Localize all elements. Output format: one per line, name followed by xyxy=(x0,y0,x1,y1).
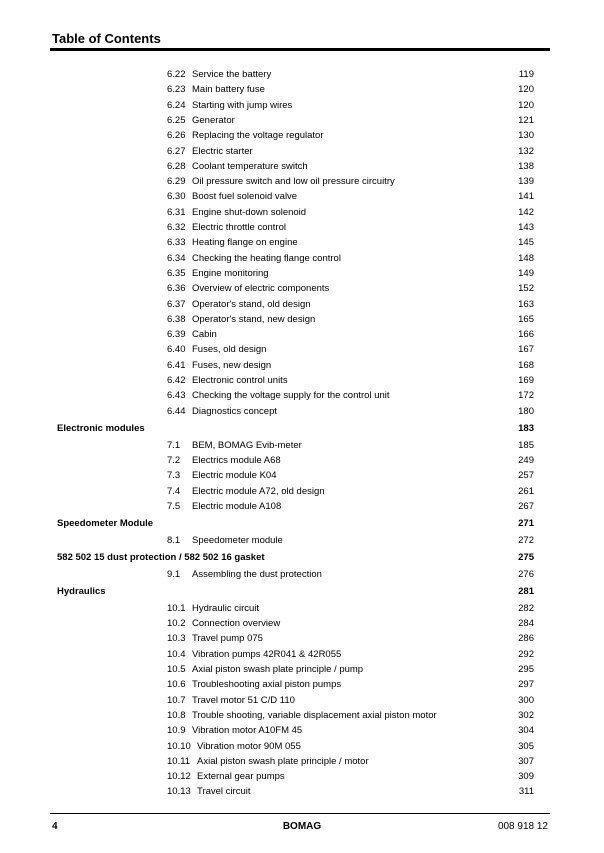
section-page: 284 xyxy=(518,618,534,630)
section-number: 6.24 xyxy=(167,99,186,111)
section-page: 120 xyxy=(518,84,534,96)
section-title: Electric module A108 xyxy=(192,500,282,512)
section-page: 276 xyxy=(518,568,534,580)
section-number: 10.8 xyxy=(167,709,186,721)
chapter-title: 582 502 15 dust protection / 582 502 16 gasket xyxy=(57,551,265,563)
toc-entry[interactable] xyxy=(0,439,604,452)
section-page: 304 xyxy=(518,725,534,737)
toc-entry[interactable] xyxy=(0,485,604,498)
section-page: 292 xyxy=(518,648,534,660)
section-number: 6.43 xyxy=(167,390,186,402)
chapter-page: 183 xyxy=(518,422,534,434)
section-title: Operator's stand, old design xyxy=(192,298,311,310)
section-page: 168 xyxy=(518,359,534,371)
toc-entry[interactable] xyxy=(0,282,604,295)
section-title: Engine monitoring xyxy=(192,267,269,279)
toc-entry[interactable] xyxy=(0,469,604,482)
section-page: 311 xyxy=(518,786,534,798)
section-number: 6.40 xyxy=(167,344,186,356)
section-page: 138 xyxy=(518,160,534,172)
section-number: 6.23 xyxy=(167,84,186,96)
section-title: Connection overview xyxy=(192,618,281,630)
section-number: 6.31 xyxy=(167,206,186,218)
section-number: 7.2 xyxy=(167,454,181,466)
toc-entry[interactable] xyxy=(0,724,604,737)
section-page: 166 xyxy=(518,329,534,341)
section-title: Assembling the dust protection xyxy=(192,568,322,580)
toc-entry[interactable] xyxy=(0,663,604,676)
section-title: Electric module K04 xyxy=(192,470,277,482)
section-page: 165 xyxy=(518,313,534,325)
section-title: Speedometer module xyxy=(192,534,283,546)
toc-entry[interactable] xyxy=(0,298,604,311)
section-number: 10.2 xyxy=(167,618,186,630)
section-title: Boost fuel solenoid valve xyxy=(192,191,298,203)
section-title: Electric module A72, old design xyxy=(192,485,325,497)
section-page: 143 xyxy=(518,222,534,233)
toc-entry[interactable] xyxy=(0,454,604,467)
section-title: Starting with jump wires xyxy=(192,99,293,111)
section-number: 10.11 xyxy=(167,755,191,767)
footer-brand: BOMAG xyxy=(282,821,322,832)
section-title: Trouble shooting, variable displacement axial piston motor xyxy=(192,709,437,721)
section-title: Service the battery xyxy=(192,69,272,80)
section-page: 302 xyxy=(518,709,534,721)
section-number: 7.5 xyxy=(167,500,181,512)
section-title: Engine shut-down solenoid xyxy=(192,206,307,218)
section-title: Electric throttle control xyxy=(192,222,286,233)
chapter-page: 271 xyxy=(518,517,534,529)
section-page: 167 xyxy=(518,344,534,356)
section-title: Troubleshooting axial piston pumps xyxy=(192,679,342,691)
toc-entry[interactable] xyxy=(0,770,604,783)
section-title: Electric starter xyxy=(192,145,253,157)
section-number: 7.4 xyxy=(167,485,181,497)
toc-entry[interactable] xyxy=(0,740,604,753)
section-page: 120 xyxy=(518,99,534,111)
toc-entry[interactable] xyxy=(0,709,604,722)
toc-entry[interactable] xyxy=(0,343,604,356)
section-title: Vibration motor A10FM 45 xyxy=(192,725,303,737)
section-number: 6.27 xyxy=(167,145,186,157)
toc-entry[interactable] xyxy=(0,632,604,645)
section-page: 185 xyxy=(518,439,534,451)
toc-entry[interactable] xyxy=(0,602,604,615)
section-number: 10.5 xyxy=(167,664,186,675)
toc-entry[interactable] xyxy=(0,129,604,142)
toc-entry[interactable] xyxy=(0,206,604,219)
section-title: Replacing the voltage regulator xyxy=(192,130,324,142)
section-number: 6.38 xyxy=(167,313,186,325)
section-number: 8.1 xyxy=(167,534,181,546)
section-title: Diagnostics concept xyxy=(192,405,278,417)
section-number: 10.12 xyxy=(167,771,191,783)
section-number: 6.28 xyxy=(167,160,186,172)
section-page: 149 xyxy=(518,267,534,279)
toc-entry[interactable] xyxy=(0,190,604,203)
section-number: 6.36 xyxy=(167,283,186,295)
section-number: 10.10 xyxy=(167,740,191,752)
section-page: 297 xyxy=(518,679,534,691)
footer-page-number: 4 xyxy=(52,821,58,832)
section-title: Travel motor 51 C/D 110 xyxy=(192,694,295,706)
toc-entry[interactable] xyxy=(0,755,604,768)
toc-entry[interactable] xyxy=(0,648,604,661)
toc-entry[interactable] xyxy=(0,389,604,402)
section-number: 6.37 xyxy=(167,298,186,310)
section-page: 309 xyxy=(518,771,534,783)
section-title: Coolant temperature switch xyxy=(192,160,308,172)
section-page: 267 xyxy=(518,500,534,512)
section-page: 180 xyxy=(518,405,534,417)
section-number: 6.33 xyxy=(167,237,186,249)
title-divider xyxy=(50,48,550,51)
section-number: 6.30 xyxy=(167,191,186,203)
section-title: Electrics module A68 xyxy=(192,454,281,466)
section-number: 10.9 xyxy=(167,725,186,737)
section-title: Operator's stand, new design xyxy=(192,313,316,325)
toc-entry[interactable] xyxy=(0,145,604,158)
section-page: 139 xyxy=(518,176,534,188)
section-page: 286 xyxy=(518,633,534,645)
section-page: 295 xyxy=(518,664,534,675)
section-title: External gear pumps xyxy=(197,771,285,783)
section-number: 6.42 xyxy=(167,375,186,386)
section-page: 261 xyxy=(518,485,534,497)
section-page: 249 xyxy=(518,454,534,466)
section-page: 145 xyxy=(518,237,534,249)
section-title: Heating flange on engine xyxy=(192,237,298,249)
section-number: 6.26 xyxy=(167,130,186,142)
section-title: Cabin xyxy=(192,329,217,341)
toc-entry[interactable] xyxy=(0,221,604,234)
section-number: 9.1 xyxy=(167,568,181,580)
toc-entry[interactable] xyxy=(0,534,604,547)
toc-entry[interactable] xyxy=(0,405,604,418)
section-page: 172 xyxy=(518,390,534,402)
section-title: Axial piston swash plate principle / pump xyxy=(192,664,364,675)
section-number: 10.1 xyxy=(167,602,186,614)
section-title: Checking the heating flange control xyxy=(192,252,341,264)
section-title: Travel circuit xyxy=(197,786,251,798)
section-title: Axial piston swash plate principle / motor xyxy=(197,755,369,767)
section-page: 148 xyxy=(518,252,534,264)
section-title: Generator xyxy=(192,114,235,126)
page-title: Table of Contents xyxy=(52,31,161,46)
section-number: 10.3 xyxy=(167,633,186,645)
chapter-page: 281 xyxy=(518,585,534,597)
section-number: 6.44 xyxy=(167,405,186,417)
toc-entry[interactable] xyxy=(0,175,604,188)
toc-entry[interactable] xyxy=(0,267,604,280)
section-page: 169 xyxy=(518,375,534,386)
toc-chapter[interactable] xyxy=(0,551,604,564)
toc-chapter[interactable] xyxy=(0,517,604,530)
toc-entry[interactable] xyxy=(0,785,604,798)
section-number: 10.4 xyxy=(167,648,186,660)
toc-entry[interactable] xyxy=(0,500,604,513)
toc-entry[interactable] xyxy=(0,99,604,112)
section-number: 6.41 xyxy=(167,359,186,371)
section-number: 10.13 xyxy=(167,786,191,798)
toc-entry[interactable] xyxy=(0,252,604,265)
section-title: Vibration motor 90M 055 xyxy=(197,740,301,752)
section-title: Fuses, new design xyxy=(192,359,272,371)
section-number: 7.3 xyxy=(167,470,181,482)
toc-entry[interactable] xyxy=(0,678,604,691)
section-page: 257 xyxy=(518,470,534,482)
section-page: 132 xyxy=(518,145,534,157)
section-page: 130 xyxy=(518,130,534,142)
chapter-page: 275 xyxy=(518,551,534,563)
section-number: 6.34 xyxy=(167,252,186,264)
section-number: 6.32 xyxy=(167,222,186,233)
toc-entry[interactable] xyxy=(0,313,604,326)
section-title: Vibration pumps 42R041 & 42R055 xyxy=(192,648,342,660)
section-title: Hydraulic circuit xyxy=(192,602,260,614)
chapter-title: Electronic modules xyxy=(57,422,145,434)
section-number: 6.22 xyxy=(167,69,186,80)
section-page: 300 xyxy=(518,694,534,706)
chapter-title: Hydraulics xyxy=(57,585,106,597)
section-title: Oil pressure switch and low oil pressure circuitry xyxy=(192,176,395,188)
toc-entry[interactable] xyxy=(0,68,604,81)
section-page: 142 xyxy=(518,206,534,218)
section-title: BEM, BOMAG Evib-meter xyxy=(192,439,302,451)
section-title: Travel pump 075 xyxy=(192,633,263,645)
toc-entry[interactable] xyxy=(0,160,604,173)
toc-entry[interactable] xyxy=(0,694,604,707)
section-page: 163 xyxy=(518,298,534,310)
section-title: Main battery fuse xyxy=(192,84,265,96)
section-page: 282 xyxy=(518,602,534,614)
toc-chapter[interactable] xyxy=(0,585,604,598)
toc-entry[interactable] xyxy=(0,374,604,387)
section-number: 6.35 xyxy=(167,267,186,279)
toc-chapter[interactable] xyxy=(0,422,604,435)
toc-entry[interactable] xyxy=(0,359,604,372)
section-title: Checking the voltage supply for the control unit xyxy=(192,390,390,402)
section-title: Fuses, old design xyxy=(192,344,267,356)
section-number: 10.6 xyxy=(167,679,186,691)
toc-entry[interactable] xyxy=(0,328,604,341)
section-number: 6.29 xyxy=(167,176,186,188)
toc-entry[interactable] xyxy=(0,83,604,96)
footer-divider xyxy=(50,813,550,814)
section-page: 152 xyxy=(518,283,534,295)
section-page: 119 xyxy=(518,69,534,80)
section-number: 6.25 xyxy=(167,114,186,126)
section-page: 272 xyxy=(518,534,534,546)
section-page: 307 xyxy=(518,755,534,767)
section-title: Overview of electric components xyxy=(192,283,330,295)
chapter-title: Speedometer Module xyxy=(57,517,154,529)
toc-entry[interactable] xyxy=(0,568,604,581)
section-number: 7.1 xyxy=(167,439,181,451)
footer-doc-number: 008 918 12 xyxy=(497,821,548,832)
section-title: Electronic control units xyxy=(192,375,288,386)
toc-entry[interactable] xyxy=(0,114,604,127)
section-page: 305 xyxy=(518,740,534,752)
section-number: 6.39 xyxy=(167,329,186,341)
toc-entry[interactable] xyxy=(0,617,604,630)
toc-entry[interactable] xyxy=(0,236,604,249)
section-page: 121 xyxy=(518,114,534,126)
section-page: 141 xyxy=(518,191,534,203)
section-number: 10.7 xyxy=(167,694,186,706)
